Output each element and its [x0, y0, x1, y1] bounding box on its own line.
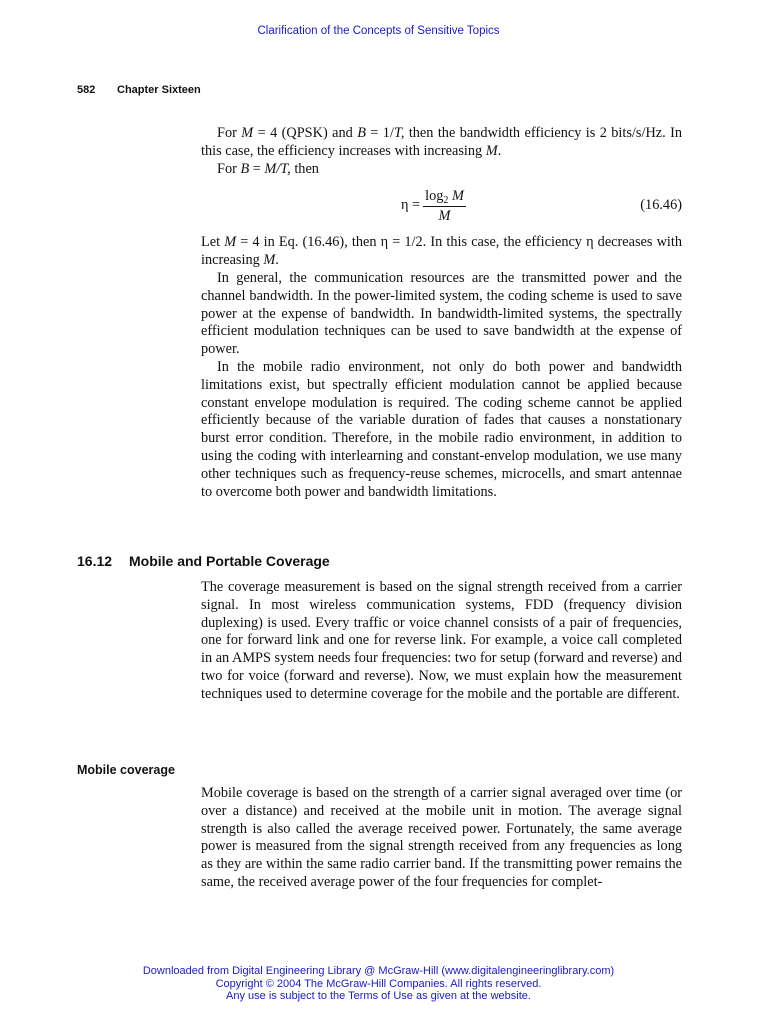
- paragraph-qpsk: For M = 4 (QPSK) and B = 1/T, then the bandwidth efficiency is 2 bits/s/Hz. In this case, the efficiency increases with increasing M.: [201, 125, 683, 159]
- equation-denominator: M: [438, 207, 451, 224]
- paragraph-coverage: The coverage measurement is based on the signal strength received from a carrier signal. In most wireless communication systems, FDD (frequency division duplexing) is used. Every traffic or voice channel consists of a pair of frequencies, one for forward link and one for reverse link. For example, a voice call completed in an AMPS system needs four frequencies: two for setup (forward and reverse) and two for voice (forward and reverse). Now, we must explain how the measurement techniques used to determine coverage for the mobile and the portable are different.: [201, 579, 682, 702]
- section-title: Mobile and Portable Coverage: [129, 553, 330, 569]
- footer-copyright: Copyright © 2004 The McGraw-Hill Companies. All rights reserved.: [215, 977, 542, 990]
- footer: [0, 965, 757, 1003]
- equation-number: (16.46): [640, 197, 682, 214]
- equation-formula: [401, 184, 466, 228]
- equation-fraction: [423, 188, 466, 225]
- equation-16-46: [201, 184, 682, 228]
- paragraph-b-equals: For B = M/T, then: [217, 160, 319, 177]
- page-number: 582: [77, 84, 96, 96]
- running-head: [77, 84, 201, 96]
- paragraph-let-m: Let M = 4 in Eq. (16.46), then η = 1/2. In this case, the efficiency η decreases with increasing M.: [201, 234, 682, 269]
- equation-lhs: η =: [401, 197, 421, 214]
- equation-numerator: $\log_2 M$: [425, 187, 464, 206]
- paragraph-general: In general, the communication resources are the transmitted power and the channel bandwidth. In the power-limited system, the coding scheme is used to save power at the expense of bandwidth. In bandwidth-limited systems, the spectrally efficient modulation techniques can be used to save bandwidth at the expense of power.: [201, 269, 682, 358]
- subsection-heading-mobile-coverage: Mobile coverage: [77, 763, 175, 777]
- footer-terms[interactable]: Any use is subject to the Terms of Use as given at the website.: [226, 990, 531, 1002]
- header-link[interactable]: Clarification of the Concepts of Sensitive Topics: [257, 25, 500, 37]
- section-number: 16.12: [77, 553, 113, 569]
- body-block-3: [201, 785, 682, 892]
- body-block-1: [201, 125, 682, 501]
- section-heading-16-12: [77, 553, 330, 569]
- body-block-2: [201, 579, 682, 704]
- paragraph-mobile-coverage: Mobile coverage is based on the strength of a carrier signal averaged over time (or over a distance) and received at the mobile unit in motion. The average signal strength is also called the average received power. Fortunately, the same average power is measured from the signal strength received from any frequencies as long as they are within the same radio carrier band. If the transmitting power remains the same, the received average power of the four frequencies for complet-: [201, 785, 682, 890]
- paragraph-mobile-env: In the mobile radio environment, not only do both power and bandwidth limitations exist, but spectrally efficient modulation cannot be applied because constant envelope modulation is required. The coding scheme cannot be applied efficiently because of the variable duration of fades that causes a nonstationary burst error condition. Therefore, in the mobile radio environment, in addition to using the coding with interlearning and constant-envelop modulation, we use many other techniques such as frequency-reuse schemes, microcells, and smart antennae to overcome both power and bandwidth limitations.: [201, 358, 682, 500]
- chapter-title: Chapter Sixteen: [117, 84, 201, 96]
- footer-download-link[interactable]: Downloaded from Digital Engineering Library @ McGraw-Hill (www.digitalengineeringlibrary.com): [142, 965, 615, 977]
